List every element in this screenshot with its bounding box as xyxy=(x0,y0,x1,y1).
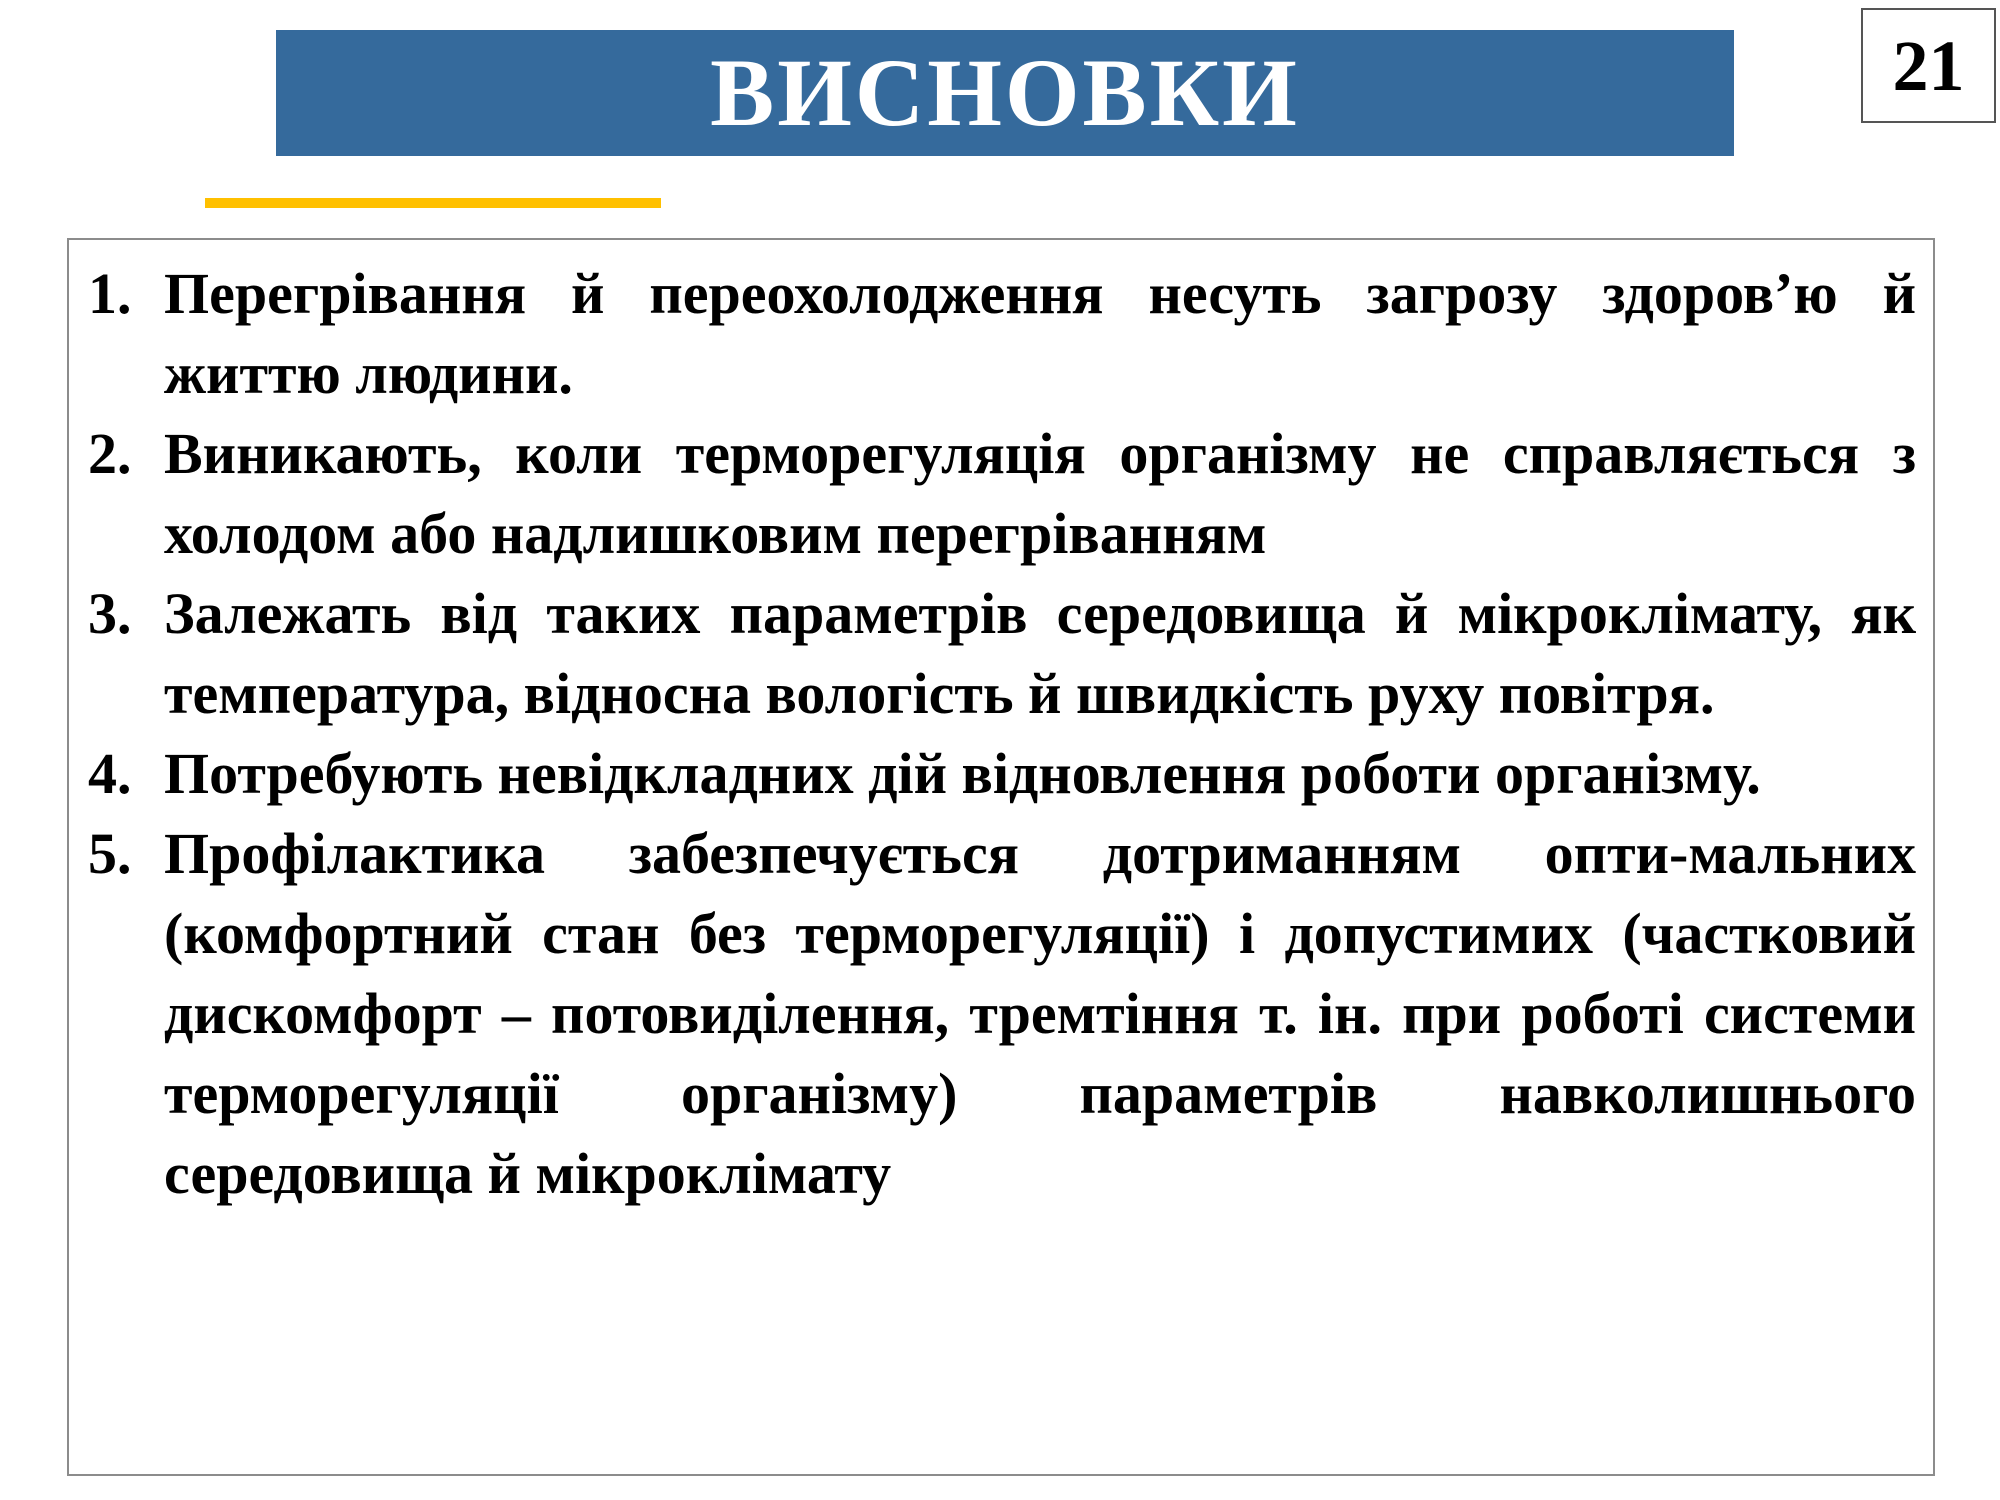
conclusion-item xyxy=(88,254,1916,414)
conclusion-item xyxy=(88,574,1916,734)
page-number-box xyxy=(1861,8,1996,123)
slide-title: ВИСНОВКИ xyxy=(710,39,1300,146)
conclusion-text: Виникають, коли терморегуляція організму не справляється з холодом або надлишковим перегріванням xyxy=(164,421,1916,566)
conclusion-number: 4. xyxy=(88,741,132,806)
conclusion-text: Перегрівання й переохолодження несуть загрозу здоров’ю й життю людини. xyxy=(164,261,1916,406)
conclusion-number: 1. xyxy=(88,261,132,326)
conclusion-text: Профілактика забезпечується дотриманням опти-мальних (комфортний стан без терморегуляції) і допустимих (частковий дискомфорт – потовиділення, тремтіння т. ін. при роботі системи терморегуляції організму) параметрів навколишнього середовища й мікроклімату xyxy=(164,821,1916,1206)
conclusion-number: 2. xyxy=(88,421,132,486)
title-banner xyxy=(276,30,1734,156)
page-number: 21 xyxy=(1892,25,1965,106)
conclusion-item xyxy=(88,734,1916,814)
conclusion-text: Потребують невідкладних дій відновлення роботи організму. xyxy=(164,741,1761,806)
conclusion-text: Залежать від таких параметрів середовища й мікроклімату, як температура, відносна вологість й швидкість руху повітря. xyxy=(164,581,1916,726)
conclusion-item xyxy=(88,814,1916,1214)
conclusion-number: 5. xyxy=(88,821,132,886)
conclusion-number: 3. xyxy=(88,581,132,646)
accent-line xyxy=(205,198,661,208)
conclusion-item xyxy=(88,414,1916,574)
conclusions-list xyxy=(88,254,1916,1214)
